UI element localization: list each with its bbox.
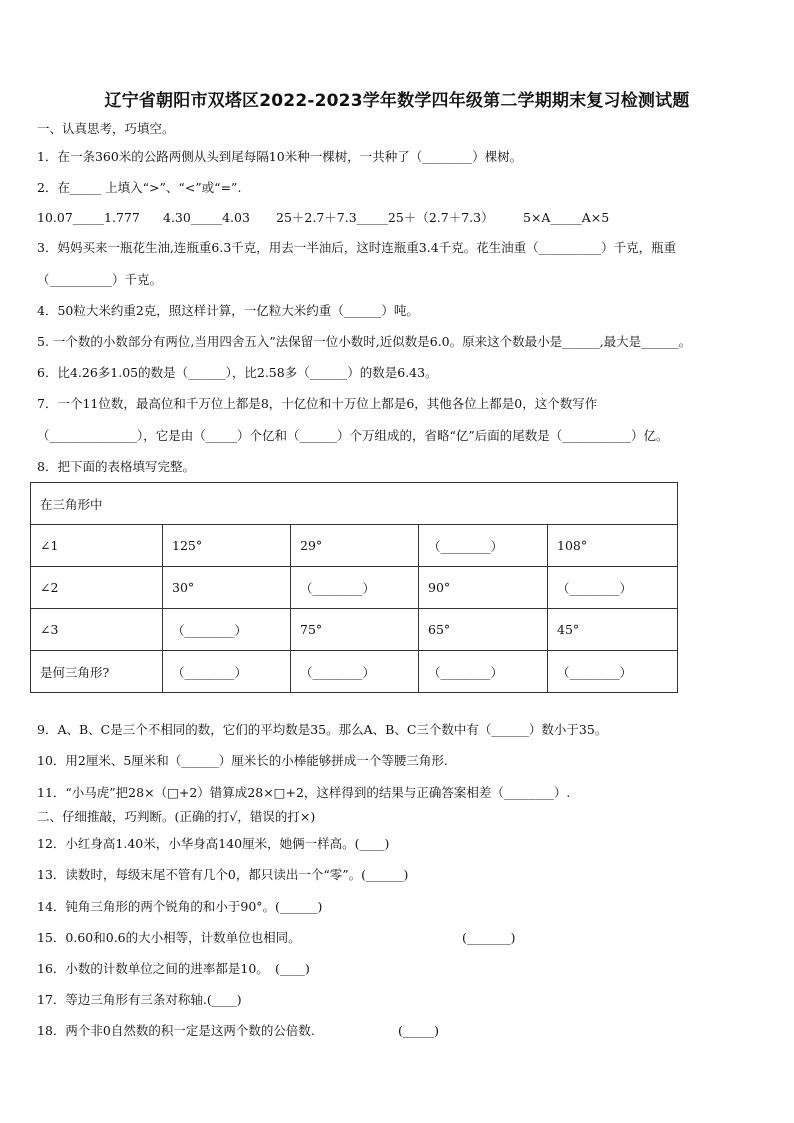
triangle-table xyxy=(30,482,678,693)
table-cell: 65° xyxy=(419,609,548,651)
question-16: 16．小数的计数单位之间的进率都是10。 (____) xyxy=(37,961,310,976)
table-cell: ∠3 xyxy=(31,609,163,651)
question-5: 5. 一个数的小数部分有两位,当用四舍五入”法保留一位小数时,近似数是6.0。原来这个数最小是______,最大是______。 xyxy=(37,334,692,349)
question-6: 6．比4.26多1.05的数是（______），比2.58多（______）的数是6.43。 xyxy=(37,365,438,380)
question-4: 4．50粒大米约重2克，照这样计算，一亿粒大米约重（______）吨。 xyxy=(37,303,419,318)
table-cell: 108° xyxy=(548,525,678,567)
table-cell: 75° xyxy=(291,609,419,651)
question-12: 12．小红身高1.40米，小华身高140厘米，她俩一样高。(____) xyxy=(37,836,390,851)
question-7-line-2: （______________），它是由（_____）个亿和（______）个万组成的，省略“亿”后面的尾数是（___________）亿。 xyxy=(37,428,669,443)
table-header-row xyxy=(31,483,678,525)
answer-blank[interactable]: （________） xyxy=(548,651,678,693)
question-15: 15．0.60和0.6的大小相等，计数单位也相同。 xyxy=(37,930,301,945)
section-1-heading: 一、认真思考，巧填空。 xyxy=(37,121,175,136)
table-cell: 90° xyxy=(419,567,548,609)
question-11: 11．“小马虎”把28×（□+2）错算成28×□+2，这样得到的结果与正确答案相差（________）. xyxy=(37,785,571,800)
section-2-heading: 二、仔细推敲，巧判断。(正确的打√，错误的打×) xyxy=(37,809,316,824)
compare-item: 25＋2.7＋7.3_____25＋（2.7＋7.3） xyxy=(276,210,494,225)
compare-item: 5×A_____A×5 xyxy=(523,210,610,225)
question-13: 13．读数时，每级末尾不管有几个0，都只读出一个“零”。(______) xyxy=(37,867,409,882)
answer-blank[interactable]: （________） xyxy=(163,609,291,651)
page-title: 辽宁省朝阳市双塔区2022-2023学年数学四年级第二学期期末复习检测试题 xyxy=(104,91,690,111)
question-7-line-1: 7．一个11位数，最高位和千万位上都是8，十亿位和十万位上都是6，其他各位上都是0，这个数写作 xyxy=(37,396,598,411)
table-row xyxy=(31,525,678,567)
question-3-line-1: 3．妈妈买来一瓶花生油,连瓶重6.3千克，用去一半油后，这时连瓶重3.4千克。花生油重（__________）千克，瓶重 xyxy=(37,240,677,255)
table-row xyxy=(31,651,678,693)
table-cell: 45° xyxy=(548,609,678,651)
table-header: 在三角形中 xyxy=(31,483,678,525)
answer-blank[interactable]: （________） xyxy=(419,651,548,693)
table-cell: 30° xyxy=(163,567,291,609)
question-3-line-2: （__________）千克。 xyxy=(37,272,163,287)
question-18-answer-mark[interactable]: (_____) xyxy=(398,1023,440,1038)
answer-blank[interactable]: （________） xyxy=(291,567,419,609)
answer-blank[interactable]: （________） xyxy=(548,567,678,609)
question-2: 2．在_____ 上填入“>”、“<”或“=”. xyxy=(37,180,242,195)
table-cell: ∠2 xyxy=(31,567,163,609)
answer-blank[interactable]: （________） xyxy=(419,525,548,567)
question-9: 9．A、B、C是三个不相同的数，它们的平均数是35。那么A、B、C三个数中有（______）数小于35。 xyxy=(37,722,608,737)
compare-item: 10.07_____1.777 xyxy=(37,210,140,225)
table-cell: 29° xyxy=(291,525,419,567)
table-row xyxy=(31,609,678,651)
question-2-items xyxy=(37,210,609,226)
question-8: 8．把下面的表格填写完整。 xyxy=(37,459,195,474)
table-row xyxy=(31,567,678,609)
question-18: 18．两个非0自然数的积一定是这两个数的公倍数. xyxy=(37,1023,315,1038)
compare-item: 4.30_____4.03 xyxy=(163,210,250,225)
question-17: 17．等边三角形有三条对称轴.(____) xyxy=(37,992,242,1007)
table-cell: 是何三角形? xyxy=(31,651,163,693)
table-cell: ∠1 xyxy=(31,525,163,567)
answer-blank[interactable]: （________） xyxy=(291,651,419,693)
question-1: 1．在一条360米的公路两侧从头到尾每隔10米种一棵树，一共种了（________）棵树。 xyxy=(37,149,523,164)
question-15-answer-mark[interactable]: (_______) xyxy=(462,930,516,945)
question-10: 10．用2厘米、5厘米和（______）厘米长的小棒能够拼成一个等腰三角形. xyxy=(37,753,448,768)
table-cell: 125° xyxy=(163,525,291,567)
answer-blank[interactable]: （________） xyxy=(163,651,291,693)
question-14: 14．钝角三角形的两个锐角的和小于90°。(______) xyxy=(37,899,323,914)
